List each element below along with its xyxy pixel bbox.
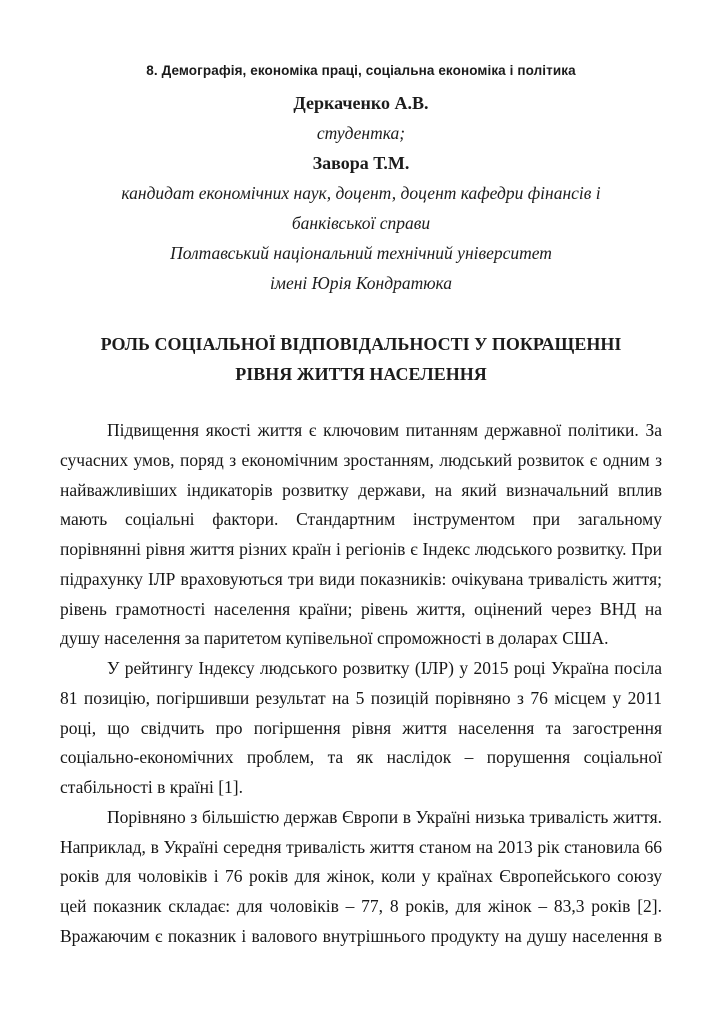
section-header: 8. Демографія, економіка праці, соціальна економіка і політика <box>146 63 576 78</box>
paper-title <box>60 329 662 389</box>
author-role-1: студентка; <box>316 123 406 143</box>
body-paragraph: У рейтингу Індексу людського розвитку (ІЛР) у 2015 році Україна посіла 81 позицію, погіршивши результат на 5 позицій порівняно з 76 місцем у 2011 році, що свідчить про погіршення рівня життя населення та загострення соціально-економічних проблем, та як наслідок – порушення соціальної стабільності в країні [1]. <box>60 658 662 797</box>
author-name-1: Деркаченко А.В. <box>293 93 429 113</box>
paper-title-line-1: РОЛЬ СОЦІАЛЬНОЇ ВІДПОВІДАЛЬНОСТІ У ПОКРАЩЕННІ <box>100 334 622 354</box>
affiliation-line-1: Полтавський національний технічний університет <box>170 243 552 263</box>
paper-title-line-2: РІВНЯ ЖИТТЯ НАСЕЛЕННЯ <box>235 364 487 384</box>
author-role-2-line-2: банківської справи <box>291 213 431 233</box>
author-name-2: Завора Т.М. <box>312 153 410 173</box>
byline-block <box>60 88 662 298</box>
affiliation-line-2: імені Юрія Кондратюка <box>269 273 453 293</box>
body-paragraph: Підвищення якості життя є ключовим питанням державної політики. За сучасних умов, поряд з економічним зростанням, людський розвиток є одним з найважливіших індикаторів розвитку держави, на який визначальний вплив мають соціальні фактори. Стандартним інструментом при загальному порівнянні рівня життя різних країн і регіонів є Індекс людського розвитку. При підрахунку ІЛР враховуються три види показників: очікувана тривалість життя; рівень грамотності населення країни; рівень життя, оцінений через ВНД на душу населення за паритетом купівельної спроможності в доларах США. <box>60 420 662 649</box>
body-paragraph: Порівняно з більшістю держав Європи в Україні низька тривалість життя. Наприклад, в Україні середня тривалість життя станом на 2013 рік становила 66 років для чоловіків і 76 років для жінок, коли у країнах Європейського союзу цей показник складає: для чоловіків – 77, 8 років, для жінок – 83,3 років [2]. Вражаючим є показник і валового внутрішнього продукту на душу населення в <box>60 806 662 946</box>
author-role-2-line-1: кандидат економічних наук, доцент, доцент кафедри фінансів і <box>121 183 601 203</box>
body-text <box>60 416 662 952</box>
